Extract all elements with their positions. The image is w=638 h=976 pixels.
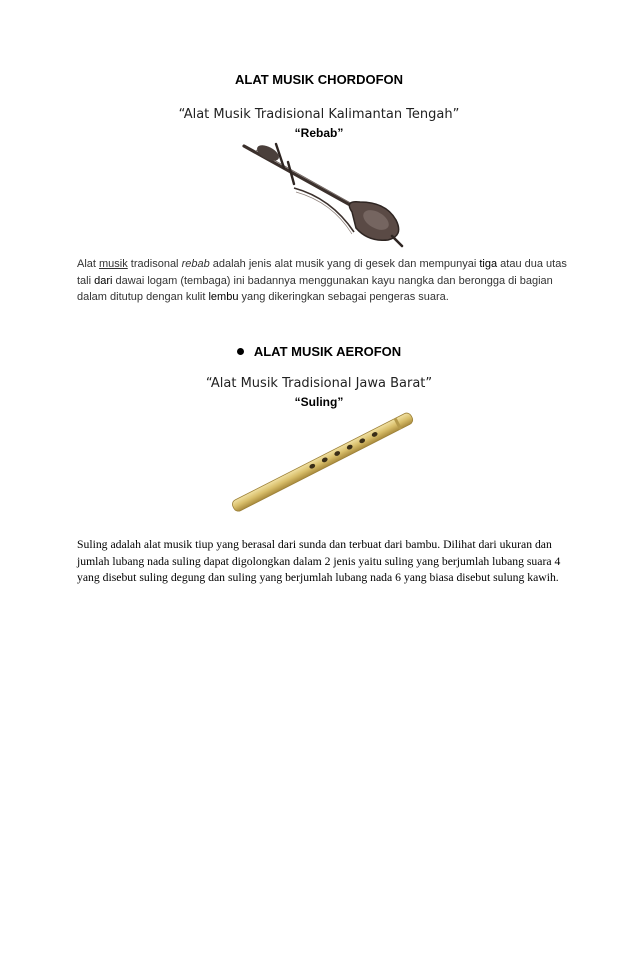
- rebab-text-7: atau dua utas tali: [77, 258, 567, 287]
- rebab-text-rebab: rebab: [181, 258, 210, 270]
- rebab-text-5: adalah jenis alat musik yang di gesek dan mempunyai: [209, 258, 480, 270]
- instrument-name-rebab: “Rebab”: [294, 126, 344, 140]
- rebab-text-11: yang dikeringkan sebagai pengeras suara.: [238, 291, 449, 303]
- rebab-text-tiga: tiga: [479, 258, 498, 270]
- section-subtitle-kalimantan: “Alat Musik Tradisional Kalimantan Tengah”: [178, 107, 460, 122]
- rebab-text-dari: dari: [94, 274, 113, 287]
- suling-flute-icon: [228, 410, 418, 516]
- bullet-icon: [237, 348, 244, 355]
- section-heading-aerofon: ALAT MUSIK AEROFON: [253, 344, 402, 359]
- rebab-text-1: Alat: [77, 258, 100, 270]
- section-subtitle-jawa-barat: “Alat Musik Tradisional Jawa Barat”: [205, 376, 433, 391]
- rebab-text-9: dawai logam (tembaga) ini badannya menggunakan kayu nangka dan berongga di bagian dalam ditutup dengan kulit: [77, 274, 553, 303]
- suling-description: Suling adalah alat musik tiup yang berasal dari sunda dan terbuat dari bambu. Dilihat dari ukuran dan jumlah lubang nada suling dapat digolongkan dalam 2 jenis yaitu suling yang berjumlah lubang suara 4 yang disebut suling degung dan suling yang berjumlah lubang nada 6 yang biasa disebut sulung kawih.: [77, 538, 561, 584]
- rebab-description: [77, 256, 567, 306]
- section-heading-row-aerofon: [0, 344, 638, 359]
- rebab-text-3: tradisonal: [127, 258, 182, 270]
- rebab-text-lembu: lembu: [208, 291, 239, 303]
- rebab-instrument-icon: [236, 140, 406, 248]
- section-heading-chordofon: ALAT MUSIK CHORDOFON: [234, 72, 404, 87]
- rebab-text-musik: musik: [99, 258, 128, 270]
- instrument-name-suling: “Suling”: [294, 395, 344, 409]
